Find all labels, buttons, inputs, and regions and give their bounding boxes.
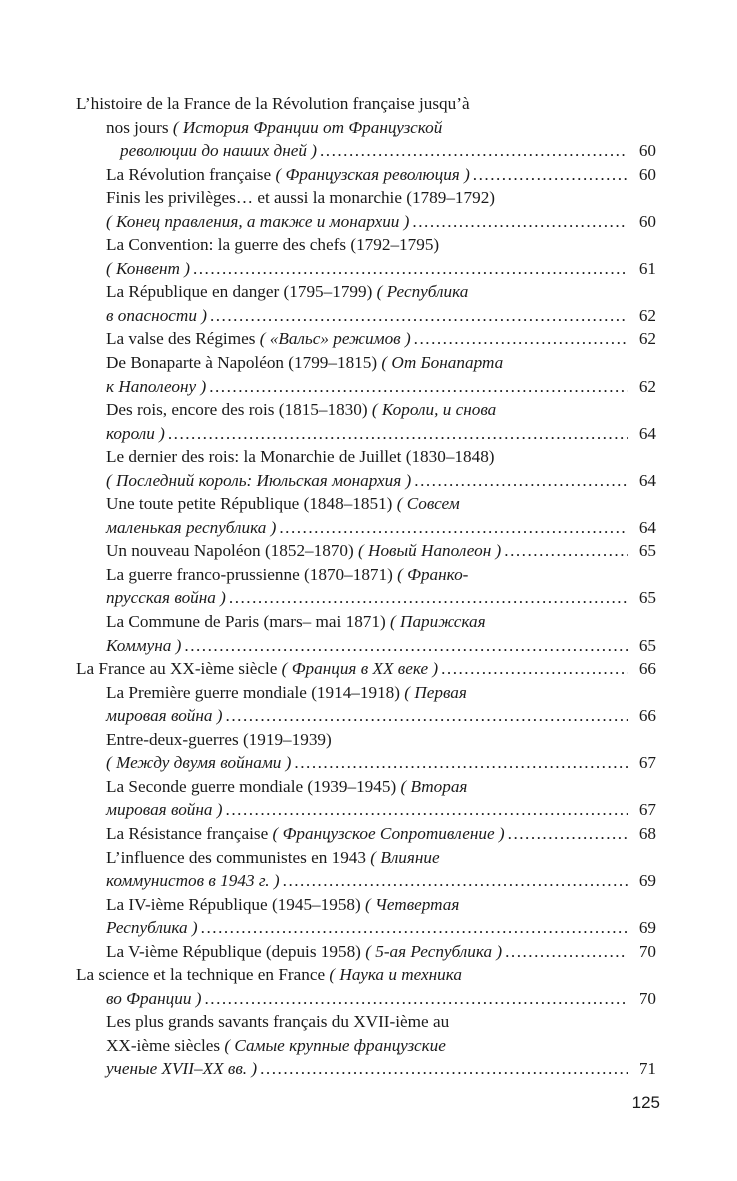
toc-entry-title-ru: ( Конвент ) — [106, 258, 190, 278]
toc-page-number: 61 — [638, 258, 656, 278]
dot-leader — [168, 422, 628, 446]
toc-entry-title-fr: La Commune de Paris (mars– mai 1871) — [106, 612, 386, 632]
toc-entry — [76, 775, 656, 822]
toc-entry-title-ru: короли ) — [106, 423, 165, 443]
toc-entry-title-ru: ( Новый Наполеон ) — [358, 541, 502, 561]
toc-page-number: 65 — [638, 588, 656, 608]
toc-entry-title-ru: ( Совсем — [396, 494, 460, 514]
toc-entry-title-fr: La science et la technique en France — [76, 965, 326, 985]
toc-entry-title-ru: ( Вторая — [400, 776, 468, 796]
toc-entry-title-ru: революции до наших дней ) — [120, 141, 317, 161]
toc-entry-title-ru: ( Французская революция ) — [275, 164, 470, 184]
toc-entry-title-fr: Une toute petite République (1848–1851) — [106, 494, 393, 514]
toc-entry-title-fr: La Première guerre mondiale (1914–1918) — [106, 682, 400, 702]
toc-entry-title-fr: nos jours — [106, 117, 169, 137]
dot-leader — [193, 257, 628, 281]
toc-entry-title-ru: ( Конец правления, а также и монархии ) — [106, 211, 410, 231]
toc-page-number: 60 — [638, 164, 656, 184]
toc-entry-title-ru: ( Первая — [404, 682, 467, 702]
toc-entry-title-ru: Коммуна ) — [106, 635, 182, 655]
toc-page-number: 64 — [638, 470, 656, 490]
toc-page-number: 60 — [638, 211, 656, 231]
dot-leader — [414, 327, 628, 351]
toc-entry — [76, 351, 656, 398]
toc-entry-title-fr: La IV-ième République (1945–1958) — [106, 894, 361, 914]
toc-entry-title-ru: ( Самые крупные французские — [224, 1035, 446, 1055]
toc-entry-title-fr: L’influence des communistes en 1943 — [106, 847, 366, 867]
toc-entry-title-ru: ( От Бонапарта — [381, 353, 504, 373]
toc-entry-title-fr: Entre-deux-guerres (1919–1939) — [106, 729, 332, 749]
dot-leader — [210, 304, 628, 328]
dot-leader — [209, 375, 628, 399]
toc-page-number: 64 — [638, 423, 656, 443]
toc-entry — [76, 539, 656, 563]
toc-page-number: 69 — [638, 918, 656, 938]
dot-leader — [441, 657, 628, 681]
dot-leader — [204, 987, 628, 1011]
toc-entry — [76, 563, 656, 610]
toc-page-number: 64 — [638, 517, 656, 537]
toc-entry-title-fr: La guerre franco-prussienne (1870–1871) — [106, 564, 393, 584]
toc-entry — [76, 846, 656, 893]
toc-page-number: 66 — [638, 659, 656, 679]
toc-page-number: 70 — [638, 941, 656, 961]
toc-entry — [76, 445, 656, 492]
toc-page-number: 66 — [638, 706, 656, 726]
dot-leader — [504, 539, 628, 563]
toc-page-number: 65 — [638, 635, 656, 655]
dot-leader — [279, 516, 628, 540]
dot-leader — [283, 869, 628, 893]
toc-entry-title-ru: мировая война ) — [106, 706, 223, 726]
dot-leader — [412, 210, 628, 234]
toc-entry — [76, 92, 656, 163]
toc-page-number: 62 — [638, 376, 656, 396]
toc-entry-title-ru: прусская война ) — [106, 588, 226, 608]
dot-leader — [294, 751, 628, 775]
toc-entry-title-ru: ( 5-ая Республика ) — [365, 941, 503, 961]
toc-entry-title-fr: La France au XX-ième siècle — [76, 659, 278, 679]
toc-entry-title-fr: La République en danger (1795–1799) — [106, 282, 373, 302]
toc-entry-title-ru: к Наполеону ) — [106, 376, 207, 396]
toc-page-number: 62 — [638, 329, 656, 349]
toc-entry-title-ru: ( Французское Сопротивление ) — [272, 823, 505, 843]
toc-page-number: 68 — [638, 823, 656, 843]
toc-entry — [76, 940, 656, 964]
toc-entry-title-ru: ( Последний король: Июльская монархия ) — [106, 470, 412, 490]
toc-entry-title-ru: ( Между двумя войнами ) — [106, 753, 292, 773]
dot-leader — [508, 822, 628, 846]
toc-entry-title-ru: ( Республика — [376, 282, 469, 302]
toc-entry — [76, 398, 656, 445]
toc-entry-title-ru: ( Четвертая — [365, 894, 460, 914]
toc-page-number: 69 — [638, 871, 656, 891]
toc-entry-title-fr: La valse des Régimes — [106, 329, 256, 349]
toc-entry — [76, 728, 656, 775]
dot-leader — [226, 704, 628, 728]
toc-entry-title-ru: ( Франция в XX веке ) — [281, 659, 439, 679]
toc-entry-title-ru: ( Влияние — [370, 847, 440, 867]
toc-entry-title-fr: Les plus grands savants français du XVII-ième au — [106, 1012, 450, 1032]
toc-entry-title-fr: La V-ième République (depuis 1958) — [106, 941, 361, 961]
dot-leader — [184, 634, 628, 658]
toc-entry-title-ru: ( Франко- — [397, 564, 469, 584]
toc-entry-title-ru: коммунистов в 1943 г. ) — [106, 871, 280, 891]
toc-entry-title-ru: в опасности ) — [106, 305, 207, 325]
toc-entry — [76, 280, 656, 327]
dot-leader — [226, 798, 628, 822]
toc-entry — [76, 610, 656, 657]
toc-entry-title-ru: маленькая республика ) — [106, 517, 277, 537]
dot-leader — [505, 940, 628, 964]
table-of-contents — [76, 92, 656, 1081]
toc-entry-title-ru: Республика ) — [106, 918, 198, 938]
dot-leader — [320, 139, 628, 163]
toc-entry — [76, 822, 656, 846]
toc-entry — [76, 681, 656, 728]
toc-entry — [76, 657, 656, 681]
dot-leader — [201, 916, 628, 940]
toc-entry-title-fr: Un nouveau Napoléon (1852–1870) — [106, 541, 354, 561]
toc-entry-title-ru: ( «Вальс» режимов ) — [259, 329, 411, 349]
toc-entry-title-fr: De Bonaparte à Napoléon (1799–1815) — [106, 353, 378, 373]
dot-leader — [229, 586, 628, 610]
toc-page-number: 71 — [638, 1059, 656, 1079]
toc-entry-title-fr: Des rois, encore des rois (1815–1830) — [106, 400, 368, 420]
toc-page-number: 60 — [638, 141, 656, 161]
dot-leader — [260, 1057, 628, 1081]
toc-entry-title-fr: L’histoire de la France de la Révolution française jusqu’à — [76, 94, 470, 113]
toc-entry — [76, 327, 656, 351]
toc-entry-title-fr: La Convention: la guerre des chefs (1792–1795) — [106, 235, 440, 255]
dot-leader — [414, 469, 628, 493]
toc-entry — [76, 893, 656, 940]
toc-entry-title-fr: La Résistance française — [106, 823, 269, 843]
toc-entry-title-ru: мировая война ) — [106, 800, 223, 820]
toc-page-number: 62 — [638, 305, 656, 325]
toc-entry-title-ru: ( Парижская — [390, 612, 486, 632]
toc-entry — [76, 163, 656, 187]
toc-entry-title-ru: ученые XVII–XX вв. ) — [106, 1059, 258, 1079]
toc-page-number: 67 — [638, 753, 656, 773]
toc-entry-title-fr: La Révolution française — [106, 164, 272, 184]
toc-entry-title-fr: La Seconde guerre mondiale (1939–1945) — [106, 776, 397, 796]
toc-entry-title-ru: ( Наука и техника — [329, 965, 462, 985]
dot-leader — [473, 163, 628, 187]
toc-page-number: 70 — [638, 988, 656, 1008]
toc-page-number: 67 — [638, 800, 656, 820]
toc-entry-title-ru: ( Короли, и снова — [371, 400, 497, 420]
toc-entry — [76, 186, 656, 233]
toc-entry-title-fr: XX-ième siècles — [106, 1035, 221, 1055]
toc-entry-title-ru: во Франции ) — [106, 988, 202, 1008]
toc-entry — [76, 963, 656, 1010]
toc-entry — [76, 1010, 656, 1081]
toc-entry-title-fr: Finis les privilèges… et aussi la monarchie (1789–1792) — [106, 188, 496, 208]
page-number: 125 — [631, 1093, 660, 1112]
toc-entry-title-ru: ( История Франции от Французской — [172, 117, 443, 137]
toc-entry — [76, 233, 656, 280]
toc-page-number: 65 — [638, 541, 656, 561]
toc-entry — [76, 492, 656, 539]
toc-entry-title-fr: Le dernier des rois: la Monarchie de Juillet (1830–1848) — [106, 447, 495, 467]
